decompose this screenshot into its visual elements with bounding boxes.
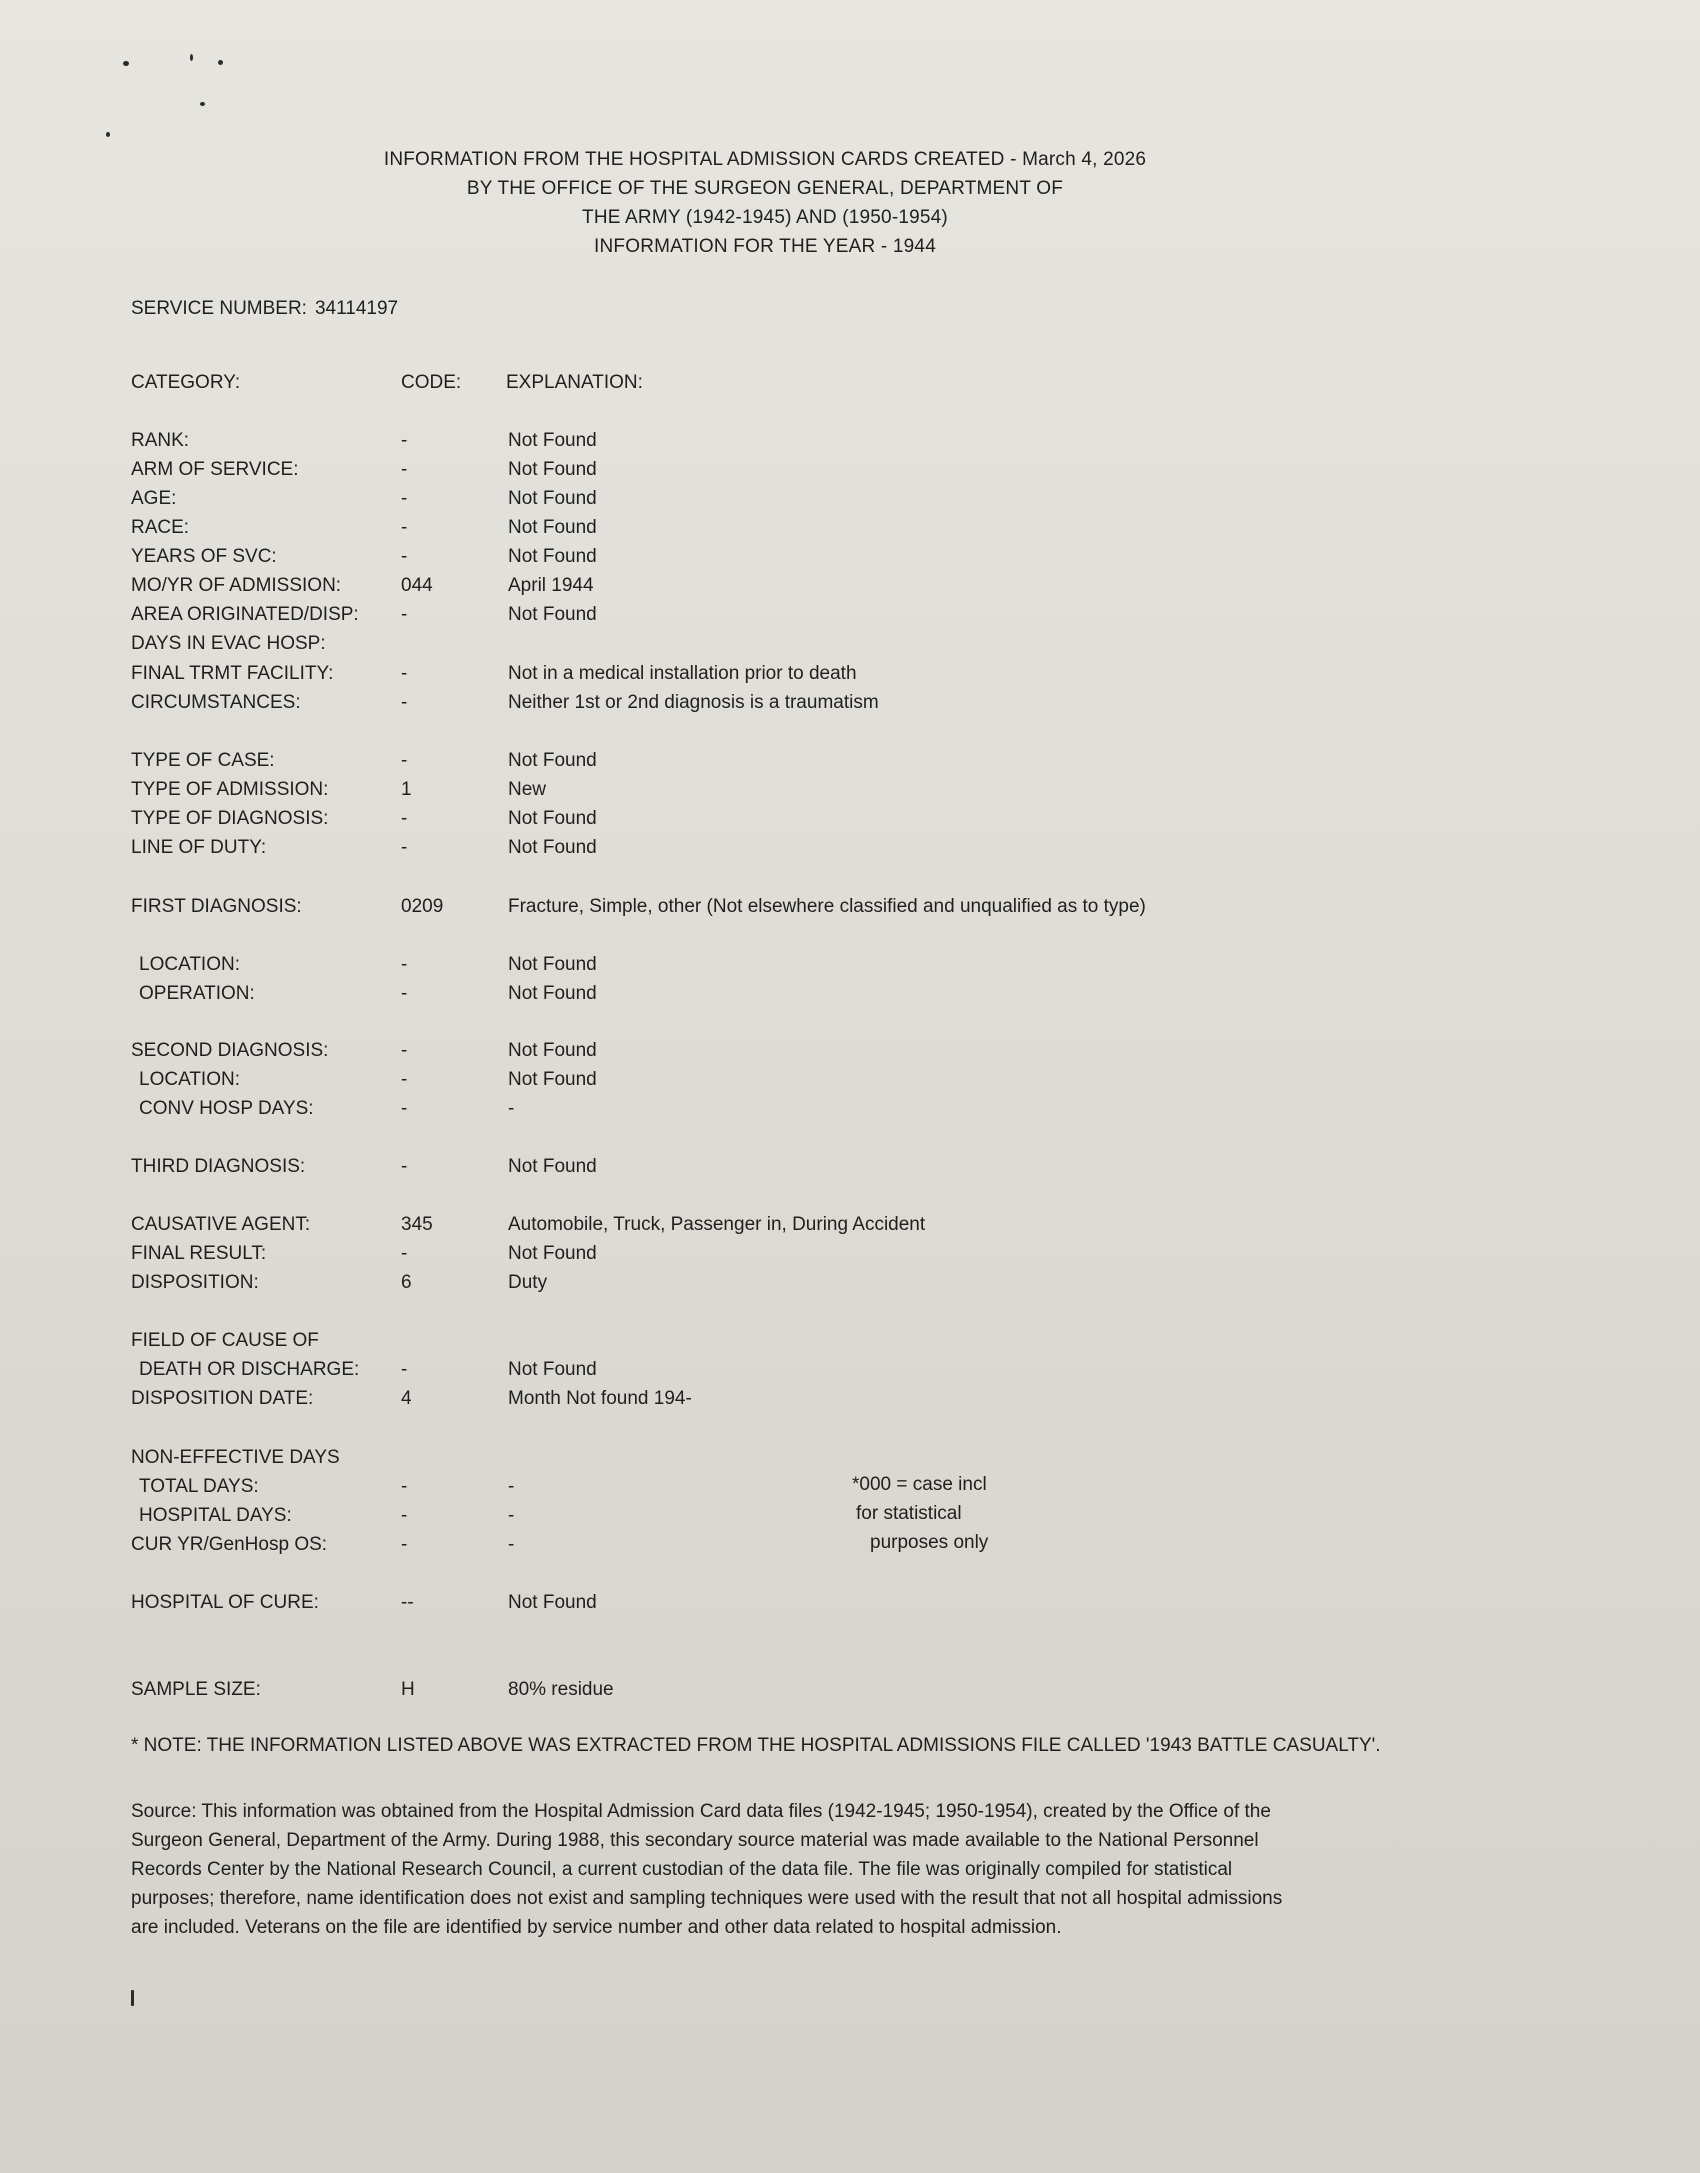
- row-code: -: [401, 983, 408, 1004]
- row-explanation: Automobile, Truck, Passenger in, During Accident: [508, 1214, 926, 1235]
- row-category: AREA ORIGINATED/DISP:: [131, 604, 359, 625]
- row-code: 345: [401, 1214, 433, 1235]
- row-category: OPERATION:: [139, 983, 255, 1004]
- table-row: [0, 1592, 1700, 1621]
- row-explanation: Month Not found 194-: [508, 1388, 692, 1409]
- category-column-header: CATEGORY:: [131, 372, 241, 393]
- source-line: Records Center by the National Research Council, a current custodian of the data file. The file was originally compiled for statistical: [131, 1859, 1233, 1880]
- source-line: Source: This information was obtained from the Hospital Admission Card data files (1942-1945; 1950-1954), created by the Office of the: [131, 1801, 1271, 1822]
- table-row: [0, 1476, 1700, 1505]
- row-explanation: Duty: [508, 1272, 548, 1293]
- row-explanation: Not Found: [508, 1156, 597, 1177]
- table-row: [0, 1359, 1700, 1388]
- source-line: are included. Veterans on the file are identified by service number and other data related to hospital admission.: [131, 1917, 1062, 1938]
- row-category: CAUSATIVE AGENT:: [131, 1214, 311, 1235]
- row-category: DISPOSITION DATE:: [131, 1388, 314, 1409]
- table-row: [0, 954, 1700, 983]
- document-header: [0, 145, 1530, 261]
- row-code: 0209: [401, 896, 444, 917]
- row-code: 4: [401, 1388, 412, 1409]
- row-code: -: [401, 1040, 408, 1061]
- table-row: [0, 808, 1700, 837]
- row-code: -: [401, 488, 408, 509]
- header-line: INFORMATION FROM THE HOSPITAL ADMISSION CARDS CREATED - March 4, 2026: [383, 149, 1147, 170]
- row-category: LOCATION:: [139, 1069, 240, 1090]
- row-category: RANK:: [131, 430, 190, 451]
- statistical-side-note: [852, 1470, 988, 1557]
- table-row: [0, 633, 1700, 662]
- row-category: NON-EFFECTIVE DAYS: [131, 1447, 340, 1468]
- table-row: [0, 546, 1700, 575]
- row-explanation: New: [508, 779, 547, 800]
- row-code: 044: [401, 575, 433, 596]
- row-explanation: Not Found: [508, 837, 597, 858]
- row-explanation: 80% residue: [508, 1679, 614, 1700]
- service-number-label: SERVICE NUMBER:: [131, 298, 307, 319]
- service-number: [131, 298, 398, 320]
- row-category: TYPE OF ADMISSION:: [131, 779, 329, 800]
- row-category: TYPE OF DIAGNOSIS:: [131, 808, 329, 829]
- row-category: SAMPLE SIZE:: [131, 1679, 261, 1700]
- row-code: --: [401, 1592, 414, 1613]
- source-line: purposes; therefore, name identification does not exist and sampling techniques were used with the result that not all hospital admissions: [131, 1888, 1283, 1909]
- row-explanation: April 1944: [508, 575, 594, 596]
- table-row: [0, 1040, 1700, 1069]
- row-code: -: [401, 517, 408, 538]
- row-category: RACE:: [131, 517, 190, 538]
- header-line: THE ARMY (1942-1945) AND (1950-1954): [582, 207, 948, 228]
- row-category: DAYS IN EVAC HOSP:: [131, 633, 326, 654]
- table-row: [0, 1534, 1700, 1563]
- row-explanation: Not Found: [508, 1592, 597, 1613]
- row-category: FIRST DIAGNOSIS:: [131, 896, 302, 917]
- row-explanation: -: [508, 1476, 515, 1497]
- row-code: -: [401, 1534, 408, 1555]
- row-category: CUR YR/GenHosp OS:: [131, 1534, 328, 1555]
- row-explanation: Not Found: [508, 488, 597, 509]
- row-explanation: Not in a medical installation prior to death: [508, 663, 857, 684]
- source-line: Surgeon General, Department of the Army. During 1988, this secondary source material was made available to the National Personnel: [131, 1830, 1259, 1851]
- row-code: -: [401, 604, 408, 625]
- row-code: -: [401, 663, 408, 684]
- code-column-header: CODE:: [401, 372, 462, 393]
- header-line: INFORMATION FOR THE YEAR - 1944: [594, 236, 936, 257]
- row-category: TYPE OF CASE:: [131, 750, 275, 771]
- table-row: [0, 604, 1700, 633]
- row-explanation: Not Found: [508, 808, 597, 829]
- row-category: CONV HOSP DAYS:: [139, 1098, 314, 1119]
- row-explanation: Not Found: [508, 983, 597, 1004]
- row-code: -: [401, 1476, 408, 1497]
- table-row: [0, 896, 1700, 925]
- table-row: [0, 1243, 1700, 1272]
- row-category: TOTAL DAYS:: [139, 1476, 259, 1497]
- table-row: [0, 1388, 1700, 1417]
- row-code: -: [401, 1359, 408, 1380]
- row-explanation: Not Found: [508, 1040, 597, 1061]
- row-category: FIELD OF CAUSE OF: [131, 1330, 319, 1351]
- row-explanation: -: [508, 1098, 515, 1119]
- row-code: -: [401, 1243, 408, 1264]
- row-category: LOCATION:: [139, 954, 240, 975]
- row-code: -: [401, 1069, 408, 1090]
- table-row: [0, 1098, 1700, 1127]
- row-code: -: [401, 837, 408, 858]
- row-code: -: [401, 1156, 408, 1177]
- row-explanation: Fracture, Simple, other (Not elsewhere classified and unqualified as to type): [508, 896, 1146, 917]
- row-category: HOSPITAL OF CURE:: [131, 1592, 319, 1613]
- row-explanation: Not Found: [508, 546, 597, 567]
- row-explanation: Not Found: [508, 459, 597, 480]
- table-row: [0, 1156, 1700, 1185]
- row-code: 1: [401, 779, 412, 800]
- side-note-line: for statistical: [856, 1503, 962, 1524]
- header-line: BY THE OFFICE OF THE SURGEON GENERAL, DEPARTMENT OF: [466, 178, 1064, 199]
- row-category: THIRD DIAGNOSIS:: [131, 1156, 306, 1177]
- row-category: ARM OF SERVICE:: [131, 459, 299, 480]
- row-category: FINAL TRMT FACILITY:: [131, 663, 334, 684]
- table-row: [0, 983, 1700, 1012]
- row-code: -: [401, 750, 408, 771]
- side-note-line: purposes only: [870, 1532, 989, 1553]
- row-code: -: [401, 430, 408, 451]
- explanation-column-header: EXPLANATION:: [506, 372, 643, 393]
- row-category: HOSPITAL DAYS:: [139, 1505, 292, 1526]
- row-explanation: Not Found: [508, 430, 597, 451]
- row-category: AGE:: [131, 488, 177, 509]
- row-code: -: [401, 459, 408, 480]
- table-row: [0, 1214, 1700, 1243]
- row-explanation: Neither 1st or 2nd diagnosis is a traumatism: [508, 692, 879, 713]
- table-row: [0, 837, 1700, 866]
- source-paragraph: [131, 1797, 1401, 1942]
- table-row: [0, 1069, 1700, 1098]
- row-category: DISPOSITION:: [131, 1272, 259, 1293]
- row-code: -: [401, 1098, 408, 1119]
- row-explanation: Not Found: [508, 750, 597, 771]
- row-explanation: -: [508, 1534, 515, 1555]
- row-category: LINE OF DUTY:: [131, 837, 267, 858]
- table-row: [0, 488, 1700, 517]
- row-code: 6: [401, 1272, 412, 1293]
- row-code: -: [401, 808, 408, 829]
- row-explanation: Not Found: [508, 954, 597, 975]
- side-note-line: *000 = case incl: [852, 1474, 987, 1495]
- table-row: [0, 663, 1700, 692]
- table-row: [0, 750, 1700, 779]
- table-row: [0, 1272, 1700, 1301]
- table-row: [0, 459, 1700, 488]
- row-explanation: Not Found: [508, 604, 597, 625]
- row-category: CIRCUMSTANCES:: [131, 692, 301, 713]
- row-category: SECOND DIAGNOSIS:: [131, 1040, 329, 1061]
- row-explanation: Not Found: [508, 1069, 597, 1090]
- row-code: -: [401, 692, 408, 713]
- table-row: [0, 1447, 1700, 1476]
- table-row: [0, 779, 1700, 808]
- row-code: H: [401, 1679, 415, 1700]
- row-code: -: [401, 1505, 408, 1526]
- service-number-value: 34114197: [314, 298, 399, 319]
- row-explanation: Not Found: [508, 1359, 597, 1380]
- extraction-note: * NOTE: THE INFORMATION LISTED ABOVE WAS EXTRACTED FROM THE HOSPITAL ADMISSIONS FILE CALLED '1943 BATTLE CASUALTY'.: [131, 1735, 1381, 1756]
- row-code: -: [401, 546, 408, 567]
- table-row: [0, 692, 1700, 721]
- row-category: MO/YR OF ADMISSION:: [131, 575, 342, 596]
- table-row: [0, 575, 1700, 604]
- row-category: FINAL RESULT:: [131, 1243, 267, 1264]
- table-row: [0, 1330, 1700, 1359]
- table-row: [0, 517, 1700, 546]
- row-code: -: [401, 954, 408, 975]
- row-category: YEARS OF SVC:: [131, 546, 277, 567]
- table-row: [0, 1679, 1700, 1708]
- row-explanation: Not Found: [508, 517, 597, 538]
- row-category: DEATH OR DISCHARGE:: [139, 1359, 360, 1380]
- row-explanation: -: [508, 1505, 515, 1526]
- table-row: [0, 430, 1700, 459]
- table-row: [0, 1505, 1700, 1534]
- row-explanation: Not Found: [508, 1243, 597, 1264]
